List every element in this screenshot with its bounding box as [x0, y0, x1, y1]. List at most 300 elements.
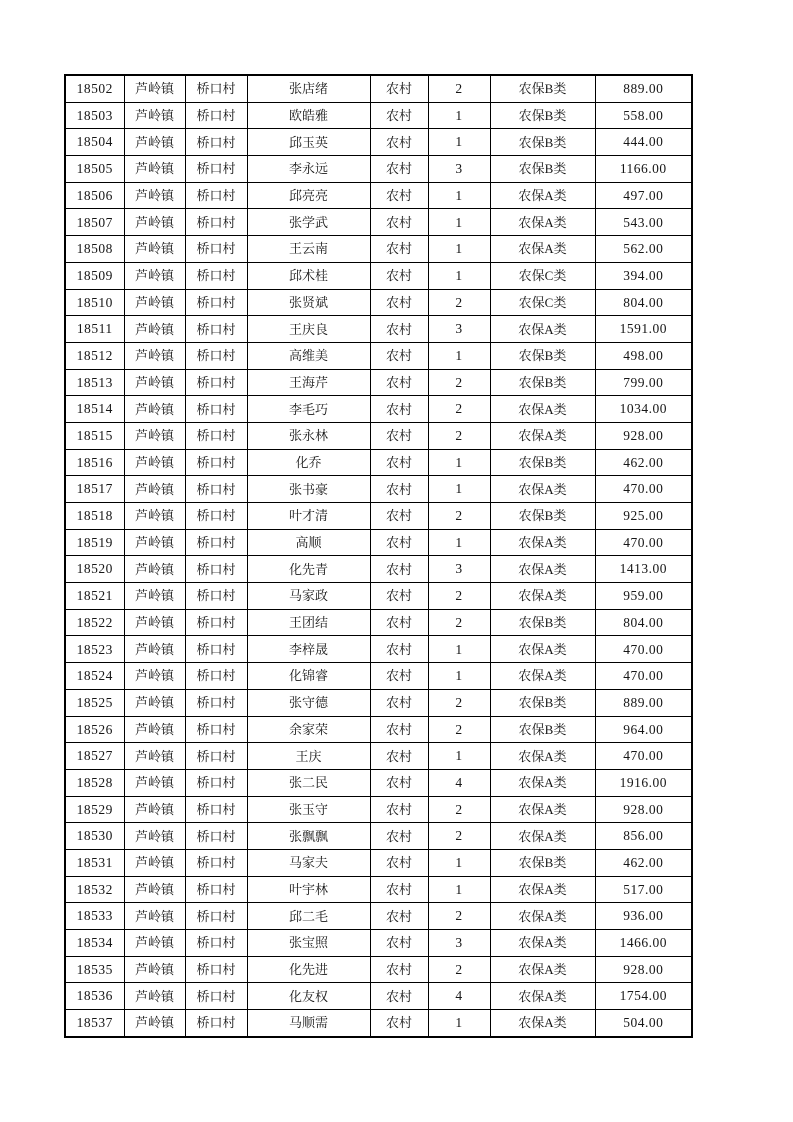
cell-id: 18524	[65, 663, 124, 690]
cell-village: 桥口村	[185, 583, 247, 610]
cell-name: 化锦睿	[247, 663, 370, 690]
cell-town: 芦岭镇	[124, 75, 185, 102]
cell-town: 芦岭镇	[124, 796, 185, 823]
cell-village: 桥口村	[185, 983, 247, 1010]
cell-residence_type: 农村	[370, 1010, 428, 1037]
cell-insurance_category: 农保B类	[490, 609, 595, 636]
cell-count: 1	[428, 342, 490, 369]
table-row	[65, 769, 692, 796]
cell-residence_type: 农村	[370, 422, 428, 449]
cell-residence_type: 农村	[370, 449, 428, 476]
cell-residence_type: 农村	[370, 743, 428, 770]
table-row	[65, 529, 692, 556]
table-row	[65, 689, 692, 716]
table-row	[65, 236, 692, 263]
cell-count: 1	[428, 743, 490, 770]
table-row	[65, 796, 692, 823]
cell-village: 桥口村	[185, 262, 247, 289]
cell-name: 王庆	[247, 743, 370, 770]
cell-village: 桥口村	[185, 316, 247, 343]
cell-name: 张飘飘	[247, 823, 370, 850]
table-row	[65, 583, 692, 610]
cell-id: 18528	[65, 769, 124, 796]
cell-village: 桥口村	[185, 422, 247, 449]
table-row	[65, 876, 692, 903]
cell-count: 1	[428, 636, 490, 663]
cell-village: 桥口村	[185, 396, 247, 423]
cell-amount: 799.00	[595, 369, 692, 396]
cell-id: 18511	[65, 316, 124, 343]
cell-amount: 928.00	[595, 796, 692, 823]
cell-insurance_category: 农保A类	[490, 556, 595, 583]
cell-village: 桥口村	[185, 903, 247, 930]
cell-village: 桥口村	[185, 823, 247, 850]
cell-village: 桥口村	[185, 769, 247, 796]
cell-amount: 1466.00	[595, 930, 692, 957]
cell-town: 芦岭镇	[124, 556, 185, 583]
cell-count: 3	[428, 156, 490, 183]
cell-id: 18512	[65, 342, 124, 369]
cell-town: 芦岭镇	[124, 529, 185, 556]
cell-amount: 470.00	[595, 529, 692, 556]
cell-town: 芦岭镇	[124, 262, 185, 289]
cell-village: 桥口村	[185, 556, 247, 583]
cell-id: 18523	[65, 636, 124, 663]
cell-residence_type: 农村	[370, 236, 428, 263]
cell-name: 邱二毛	[247, 903, 370, 930]
cell-count: 4	[428, 983, 490, 1010]
cell-name: 张书豪	[247, 476, 370, 503]
cell-village: 桥口村	[185, 849, 247, 876]
cell-village: 桥口村	[185, 369, 247, 396]
cell-amount: 964.00	[595, 716, 692, 743]
cell-insurance_category: 农保B类	[490, 369, 595, 396]
cell-count: 4	[428, 769, 490, 796]
cell-name: 李毛巧	[247, 396, 370, 423]
cell-residence_type: 农村	[370, 342, 428, 369]
cell-residence_type: 农村	[370, 369, 428, 396]
cell-amount: 1754.00	[595, 983, 692, 1010]
cell-count: 1	[428, 849, 490, 876]
cell-id: 18520	[65, 556, 124, 583]
table-row	[65, 369, 692, 396]
cell-count: 1	[428, 182, 490, 209]
cell-id: 18509	[65, 262, 124, 289]
cell-id: 18521	[65, 583, 124, 610]
cell-name: 王团结	[247, 609, 370, 636]
cell-insurance_category: 农保B类	[490, 503, 595, 530]
cell-name: 邱玉英	[247, 129, 370, 156]
cell-name: 高顺	[247, 529, 370, 556]
cell-insurance_category: 农保A类	[490, 396, 595, 423]
cell-amount: 804.00	[595, 289, 692, 316]
cell-town: 芦岭镇	[124, 1010, 185, 1037]
cell-count: 1	[428, 529, 490, 556]
cell-insurance_category: 农保B类	[490, 156, 595, 183]
cell-id: 18535	[65, 956, 124, 983]
cell-id: 18522	[65, 609, 124, 636]
cell-name: 马顺需	[247, 1010, 370, 1037]
cell-insurance_category: 农保A类	[490, 1010, 595, 1037]
cell-residence_type: 农村	[370, 636, 428, 663]
cell-insurance_category: 农保A类	[490, 476, 595, 503]
cell-amount: 925.00	[595, 503, 692, 530]
cell-name: 化友权	[247, 983, 370, 1010]
cell-id: 18510	[65, 289, 124, 316]
cell-count: 2	[428, 583, 490, 610]
cell-id: 18506	[65, 182, 124, 209]
cell-name: 化先青	[247, 556, 370, 583]
cell-residence_type: 农村	[370, 876, 428, 903]
cell-count: 2	[428, 503, 490, 530]
cell-name: 张玉守	[247, 796, 370, 823]
cell-residence_type: 农村	[370, 129, 428, 156]
insurance-table-body	[65, 75, 692, 1037]
cell-count: 1	[428, 209, 490, 236]
cell-amount: 444.00	[595, 129, 692, 156]
table-row	[65, 209, 692, 236]
cell-name: 李梓晟	[247, 636, 370, 663]
cell-id: 18508	[65, 236, 124, 263]
cell-town: 芦岭镇	[124, 209, 185, 236]
cell-residence_type: 农村	[370, 262, 428, 289]
table-row	[65, 930, 692, 957]
cell-village: 桥口村	[185, 342, 247, 369]
cell-residence_type: 农村	[370, 316, 428, 343]
table-row	[65, 556, 692, 583]
cell-residence_type: 农村	[370, 156, 428, 183]
cell-residence_type: 农村	[370, 476, 428, 503]
cell-residence_type: 农村	[370, 529, 428, 556]
cell-amount: 470.00	[595, 743, 692, 770]
cell-town: 芦岭镇	[124, 342, 185, 369]
cell-count: 3	[428, 316, 490, 343]
table-row	[65, 129, 692, 156]
cell-residence_type: 农村	[370, 209, 428, 236]
cell-amount: 517.00	[595, 876, 692, 903]
cell-amount: 543.00	[595, 209, 692, 236]
cell-insurance_category: 农保A类	[490, 209, 595, 236]
table-row	[65, 449, 692, 476]
cell-town: 芦岭镇	[124, 316, 185, 343]
cell-town: 芦岭镇	[124, 449, 185, 476]
cell-residence_type: 农村	[370, 396, 428, 423]
cell-insurance_category: 农保A类	[490, 422, 595, 449]
cell-insurance_category: 农保A类	[490, 636, 595, 663]
cell-insurance_category: 农保A类	[490, 903, 595, 930]
cell-town: 芦岭镇	[124, 503, 185, 530]
cell-insurance_category: 农保B类	[490, 102, 595, 129]
cell-town: 芦岭镇	[124, 983, 185, 1010]
cell-town: 芦岭镇	[124, 369, 185, 396]
cell-insurance_category: 农保B类	[490, 716, 595, 743]
cell-residence_type: 农村	[370, 182, 428, 209]
cell-amount: 470.00	[595, 476, 692, 503]
cell-village: 桥口村	[185, 182, 247, 209]
cell-id: 18532	[65, 876, 124, 903]
cell-village: 桥口村	[185, 1010, 247, 1037]
cell-name: 张贤斌	[247, 289, 370, 316]
cell-amount: 1034.00	[595, 396, 692, 423]
table-row	[65, 609, 692, 636]
cell-amount: 394.00	[595, 262, 692, 289]
table-row	[65, 983, 692, 1010]
cell-residence_type: 农村	[370, 903, 428, 930]
cell-count: 1	[428, 663, 490, 690]
table-row	[65, 182, 692, 209]
cell-id: 18519	[65, 529, 124, 556]
cell-insurance_category: 农保A类	[490, 663, 595, 690]
cell-amount: 562.00	[595, 236, 692, 263]
table-row	[65, 342, 692, 369]
cell-town: 芦岭镇	[124, 476, 185, 503]
cell-id: 18530	[65, 823, 124, 850]
cell-residence_type: 农村	[370, 289, 428, 316]
cell-town: 芦岭镇	[124, 129, 185, 156]
cell-name: 马家政	[247, 583, 370, 610]
cell-village: 桥口村	[185, 689, 247, 716]
cell-amount: 856.00	[595, 823, 692, 850]
cell-count: 2	[428, 75, 490, 102]
cell-residence_type: 农村	[370, 716, 428, 743]
cell-insurance_category: 农保A类	[490, 983, 595, 1010]
cell-insurance_category: 农保C类	[490, 262, 595, 289]
cell-town: 芦岭镇	[124, 663, 185, 690]
cell-village: 桥口村	[185, 716, 247, 743]
cell-town: 芦岭镇	[124, 396, 185, 423]
cell-amount: 1166.00	[595, 156, 692, 183]
table-row	[65, 316, 692, 343]
cell-amount: 462.00	[595, 849, 692, 876]
cell-town: 芦岭镇	[124, 689, 185, 716]
table-row	[65, 956, 692, 983]
cell-residence_type: 农村	[370, 609, 428, 636]
cell-village: 桥口村	[185, 102, 247, 129]
cell-amount: 1916.00	[595, 769, 692, 796]
cell-count: 2	[428, 289, 490, 316]
cell-count: 1	[428, 262, 490, 289]
cell-insurance_category: 农保C类	[490, 289, 595, 316]
cell-insurance_category: 农保A类	[490, 796, 595, 823]
cell-name: 王庆良	[247, 316, 370, 343]
cell-village: 桥口村	[185, 876, 247, 903]
cell-village: 桥口村	[185, 503, 247, 530]
cell-town: 芦岭镇	[124, 636, 185, 663]
cell-village: 桥口村	[185, 476, 247, 503]
cell-amount: 928.00	[595, 422, 692, 449]
cell-residence_type: 农村	[370, 796, 428, 823]
cell-name: 叶才清	[247, 503, 370, 530]
cell-count: 2	[428, 823, 490, 850]
cell-town: 芦岭镇	[124, 930, 185, 957]
cell-village: 桥口村	[185, 236, 247, 263]
cell-residence_type: 农村	[370, 823, 428, 850]
cell-count: 1	[428, 102, 490, 129]
cell-insurance_category: 农保A类	[490, 182, 595, 209]
cell-residence_type: 农村	[370, 503, 428, 530]
cell-name: 张店绪	[247, 75, 370, 102]
table-row	[65, 476, 692, 503]
cell-amount: 1413.00	[595, 556, 692, 583]
cell-town: 芦岭镇	[124, 903, 185, 930]
cell-residence_type: 农村	[370, 849, 428, 876]
cell-village: 桥口村	[185, 289, 247, 316]
cell-count: 1	[428, 449, 490, 476]
cell-id: 18536	[65, 983, 124, 1010]
cell-id: 18514	[65, 396, 124, 423]
cell-id: 18526	[65, 716, 124, 743]
cell-name: 张二民	[247, 769, 370, 796]
cell-village: 桥口村	[185, 663, 247, 690]
cell-amount: 558.00	[595, 102, 692, 129]
cell-town: 芦岭镇	[124, 609, 185, 636]
cell-name: 王海芹	[247, 369, 370, 396]
cell-count: 2	[428, 396, 490, 423]
cell-id: 18502	[65, 75, 124, 102]
cell-id: 18534	[65, 930, 124, 957]
cell-town: 芦岭镇	[124, 583, 185, 610]
cell-id: 18517	[65, 476, 124, 503]
cell-village: 桥口村	[185, 75, 247, 102]
cell-count: 2	[428, 796, 490, 823]
cell-name: 马家夫	[247, 849, 370, 876]
table-row	[65, 156, 692, 183]
cell-id: 18537	[65, 1010, 124, 1037]
cell-count: 3	[428, 930, 490, 957]
cell-insurance_category: 农保A类	[490, 823, 595, 850]
cell-insurance_category: 农保A类	[490, 930, 595, 957]
cell-id: 18515	[65, 422, 124, 449]
cell-id: 18505	[65, 156, 124, 183]
cell-insurance_category: 农保A类	[490, 529, 595, 556]
cell-village: 桥口村	[185, 743, 247, 770]
table-row	[65, 289, 692, 316]
cell-village: 桥口村	[185, 956, 247, 983]
insurance-table	[64, 74, 693, 1038]
cell-amount: 928.00	[595, 956, 692, 983]
cell-amount: 889.00	[595, 75, 692, 102]
cell-insurance_category: 农保B类	[490, 689, 595, 716]
cell-count: 2	[428, 609, 490, 636]
cell-name: 张学武	[247, 209, 370, 236]
table-row	[65, 663, 692, 690]
cell-id: 18527	[65, 743, 124, 770]
cell-name: 高维美	[247, 342, 370, 369]
cell-count: 1	[428, 876, 490, 903]
cell-residence_type: 农村	[370, 956, 428, 983]
cell-town: 芦岭镇	[124, 823, 185, 850]
table-row	[65, 102, 692, 129]
cell-count: 2	[428, 956, 490, 983]
cell-village: 桥口村	[185, 156, 247, 183]
cell-town: 芦岭镇	[124, 289, 185, 316]
cell-id: 18513	[65, 369, 124, 396]
table-row	[65, 716, 692, 743]
cell-amount: 889.00	[595, 689, 692, 716]
cell-residence_type: 农村	[370, 983, 428, 1010]
cell-count: 2	[428, 903, 490, 930]
cell-count: 1	[428, 1010, 490, 1037]
cell-insurance_category: 农保A类	[490, 316, 595, 343]
cell-village: 桥口村	[185, 796, 247, 823]
cell-id: 18507	[65, 209, 124, 236]
cell-id: 18518	[65, 503, 124, 530]
cell-village: 桥口村	[185, 930, 247, 957]
cell-insurance_category: 农保B类	[490, 449, 595, 476]
cell-id: 18503	[65, 102, 124, 129]
cell-id: 18525	[65, 689, 124, 716]
cell-insurance_category: 农保B类	[490, 849, 595, 876]
cell-insurance_category: 农保A类	[490, 743, 595, 770]
cell-amount: 497.00	[595, 182, 692, 209]
table-row	[65, 849, 692, 876]
cell-insurance_category: 农保A类	[490, 769, 595, 796]
cell-name: 余家荣	[247, 716, 370, 743]
cell-amount: 498.00	[595, 342, 692, 369]
cell-count: 1	[428, 236, 490, 263]
table-row	[65, 823, 692, 850]
cell-name: 叶宇林	[247, 876, 370, 903]
cell-insurance_category: 农保A类	[490, 876, 595, 903]
table-row	[65, 75, 692, 102]
table-row	[65, 636, 692, 663]
cell-village: 桥口村	[185, 209, 247, 236]
cell-residence_type: 农村	[370, 769, 428, 796]
cell-amount: 470.00	[595, 636, 692, 663]
cell-residence_type: 农村	[370, 75, 428, 102]
cell-count: 2	[428, 716, 490, 743]
table-row	[65, 1010, 692, 1037]
cell-id: 18531	[65, 849, 124, 876]
cell-village: 桥口村	[185, 129, 247, 156]
cell-town: 芦岭镇	[124, 849, 185, 876]
cell-name: 化先进	[247, 956, 370, 983]
cell-village: 桥口村	[185, 636, 247, 663]
cell-name: 欧皓雅	[247, 102, 370, 129]
table-row	[65, 262, 692, 289]
cell-village: 桥口村	[185, 609, 247, 636]
cell-insurance_category: 农保A类	[490, 956, 595, 983]
cell-residence_type: 农村	[370, 663, 428, 690]
cell-insurance_category: 农保A类	[490, 236, 595, 263]
cell-id: 18529	[65, 796, 124, 823]
cell-name: 邱亮亮	[247, 182, 370, 209]
cell-amount: 959.00	[595, 583, 692, 610]
cell-name: 化乔	[247, 449, 370, 476]
cell-amount: 470.00	[595, 663, 692, 690]
cell-count: 2	[428, 689, 490, 716]
cell-count: 2	[428, 369, 490, 396]
cell-town: 芦岭镇	[124, 743, 185, 770]
cell-amount: 1591.00	[595, 316, 692, 343]
cell-village: 桥口村	[185, 449, 247, 476]
cell-amount: 936.00	[595, 903, 692, 930]
cell-town: 芦岭镇	[124, 236, 185, 263]
cell-residence_type: 农村	[370, 102, 428, 129]
cell-town: 芦岭镇	[124, 182, 185, 209]
cell-count: 3	[428, 556, 490, 583]
cell-id: 18516	[65, 449, 124, 476]
cell-town: 芦岭镇	[124, 956, 185, 983]
cell-id: 18504	[65, 129, 124, 156]
cell-name: 张永林	[247, 422, 370, 449]
cell-name: 李永远	[247, 156, 370, 183]
cell-insurance_category: 农保A类	[490, 583, 595, 610]
table-row	[65, 396, 692, 423]
table-row	[65, 503, 692, 530]
cell-insurance_category: 农保B类	[490, 129, 595, 156]
cell-residence_type: 农村	[370, 583, 428, 610]
